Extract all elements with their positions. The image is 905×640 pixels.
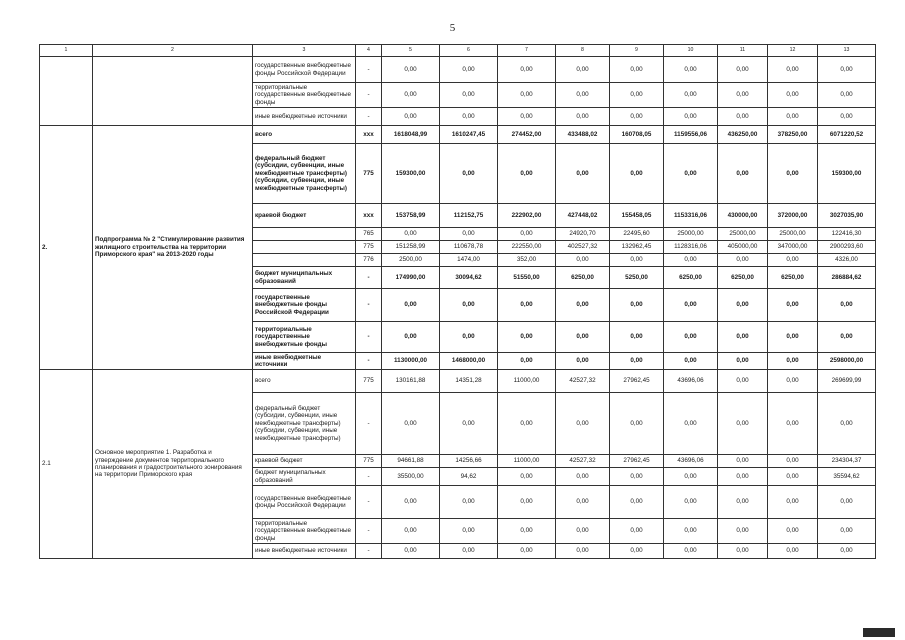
amount-cell: 1153316,06 <box>664 204 718 228</box>
amount-cell: 0,00 <box>718 289 768 322</box>
amount-cell: 4326,00 <box>818 254 876 267</box>
source-cell: государственные внебюджетные фонды Российской Федерации <box>253 57 356 83</box>
amount-cell: 14256,66 <box>440 455 498 468</box>
amount-cell: 0,00 <box>440 519 498 544</box>
amount-cell: 0,00 <box>664 144 718 204</box>
amount-cell: 0,00 <box>610 486 664 519</box>
amount-cell: 0,00 <box>664 486 718 519</box>
amount-cell: 1610247,45 <box>440 126 498 144</box>
column-number-row <box>40 45 876 57</box>
column-header: 13 <box>818 45 876 57</box>
amount-cell: 0,00 <box>382 486 440 519</box>
amount-cell: 27962,45 <box>610 370 664 393</box>
amount-cell: 159300,00 <box>382 144 440 204</box>
amount-cell: 0,00 <box>498 289 556 322</box>
amount-cell: 222902,00 <box>498 204 556 228</box>
code-cell: 775 <box>356 455 382 468</box>
amount-cell: 160708,05 <box>610 126 664 144</box>
amount-cell: 0,00 <box>556 519 610 544</box>
amount-cell: 0,00 <box>498 108 556 126</box>
source-cell <box>253 254 356 267</box>
source-cell: иные внебюджетные источники <box>253 544 356 559</box>
amount-cell: 0,00 <box>818 486 876 519</box>
amount-cell: 43696,06 <box>664 370 718 393</box>
scan-mark <box>863 628 895 637</box>
amount-cell: 0,00 <box>718 393 768 455</box>
amount-cell: 1618048,99 <box>382 126 440 144</box>
source-cell: государственные внебюджетные фонды Российской Федерации <box>253 486 356 519</box>
amount-cell: 25000,00 <box>768 228 818 241</box>
amount-cell: 0,00 <box>664 57 718 83</box>
budget-table <box>39 44 876 559</box>
amount-cell: 0,00 <box>818 108 876 126</box>
amount-cell: 352,00 <box>498 254 556 267</box>
amount-cell: 0,00 <box>382 108 440 126</box>
amount-cell: 0,00 <box>498 228 556 241</box>
amount-cell: 0,00 <box>556 108 610 126</box>
code-cell: 775 <box>356 144 382 204</box>
amount-cell: 2598000,00 <box>818 353 876 370</box>
table-row <box>40 57 876 83</box>
amount-cell: 51550,00 <box>498 267 556 289</box>
amount-cell: 1474,00 <box>440 254 498 267</box>
amount-cell: 0,00 <box>440 544 498 559</box>
amount-cell: 0,00 <box>718 519 768 544</box>
code-cell: 775 <box>356 370 382 393</box>
amount-cell: 155458,05 <box>610 204 664 228</box>
source-cell: территориальные государственные внебюджетные фонды <box>253 322 356 353</box>
amount-cell: 0,00 <box>610 57 664 83</box>
amount-cell: 0,00 <box>718 544 768 559</box>
item-name-cell: Подпрограмма № 2 "Стимулирование развития жилищного строительства на территории Приморского края" на 2013-2020 годы <box>93 126 253 370</box>
amount-cell: 0,00 <box>818 57 876 83</box>
amount-cell: 0,00 <box>718 322 768 353</box>
amount-cell: 6250,00 <box>768 267 818 289</box>
amount-cell: 11000,00 <box>498 370 556 393</box>
amount-cell: 6071220,52 <box>818 126 876 144</box>
amount-cell: 42527,32 <box>556 455 610 468</box>
code-cell: 765 <box>356 228 382 241</box>
amount-cell: 2500,00 <box>382 254 440 267</box>
source-cell: краевой бюджет <box>253 455 356 468</box>
amount-cell: 234304,37 <box>818 455 876 468</box>
amount-cell: 6250,00 <box>556 267 610 289</box>
amount-cell: 0,00 <box>768 370 818 393</box>
source-cell <box>253 228 356 241</box>
amount-cell: 0,00 <box>818 519 876 544</box>
amount-cell: 433488,02 <box>556 126 610 144</box>
amount-cell: 0,00 <box>718 353 768 370</box>
amount-cell: 130161,88 <box>382 370 440 393</box>
amount-cell: 0,00 <box>818 289 876 322</box>
amount-cell: 347000,00 <box>768 241 818 254</box>
amount-cell: 222550,00 <box>498 241 556 254</box>
amount-cell: 0,00 <box>556 144 610 204</box>
column-header: 11 <box>718 45 768 57</box>
amount-cell: 0,00 <box>718 57 768 83</box>
amount-cell: 43696,06 <box>664 455 718 468</box>
amount-cell: 25000,00 <box>718 228 768 241</box>
amount-cell: 0,00 <box>718 254 768 267</box>
amount-cell: 0,00 <box>440 393 498 455</box>
amount-cell: 0,00 <box>556 254 610 267</box>
table-row <box>40 126 876 144</box>
amount-cell: 0,00 <box>498 393 556 455</box>
code-cell: - <box>356 322 382 353</box>
code-cell: - <box>356 353 382 370</box>
amount-cell: 35594,62 <box>818 468 876 486</box>
amount-cell: 430000,00 <box>718 204 768 228</box>
source-cell: государственные внебюджетные фонды Российской Федерации <box>253 289 356 322</box>
column-header: 6 <box>440 45 498 57</box>
amount-cell: 0,00 <box>664 519 718 544</box>
amount-cell: 122416,30 <box>818 228 876 241</box>
amount-cell: 0,00 <box>556 393 610 455</box>
code-cell: 775 <box>356 241 382 254</box>
amount-cell: 0,00 <box>440 289 498 322</box>
amount-cell: 0,00 <box>664 468 718 486</box>
table-body <box>40 57 876 559</box>
source-cell: всего <box>253 126 356 144</box>
source-cell <box>253 241 356 254</box>
amount-cell: 0,00 <box>498 544 556 559</box>
amount-cell: 0,00 <box>768 108 818 126</box>
item-number-cell: 2. <box>40 126 93 370</box>
amount-cell: 0,00 <box>718 144 768 204</box>
amount-cell: 0,00 <box>610 83 664 108</box>
amount-cell: 0,00 <box>768 289 818 322</box>
amount-cell: 0,00 <box>768 468 818 486</box>
amount-cell: 0,00 <box>382 393 440 455</box>
amount-cell: 0,00 <box>664 289 718 322</box>
amount-cell: 0,00 <box>382 544 440 559</box>
code-cell: xxx <box>356 204 382 228</box>
source-cell: территориальные государственные внебюджетные фонды <box>253 519 356 544</box>
amount-cell: 0,00 <box>556 83 610 108</box>
amount-cell: 0,00 <box>498 468 556 486</box>
amount-cell: 286884,62 <box>818 267 876 289</box>
code-cell: - <box>356 267 382 289</box>
amount-cell: 0,00 <box>664 254 718 267</box>
amount-cell: 1159556,06 <box>664 126 718 144</box>
amount-cell: 5250,00 <box>610 267 664 289</box>
amount-cell: 24920,70 <box>556 228 610 241</box>
column-header: 12 <box>768 45 818 57</box>
amount-cell: 153758,99 <box>382 204 440 228</box>
amount-cell: 0,00 <box>440 322 498 353</box>
amount-cell: 35500,00 <box>382 468 440 486</box>
column-header: 10 <box>664 45 718 57</box>
amount-cell: 94661,88 <box>382 455 440 468</box>
source-cell: краевой бюджет <box>253 204 356 228</box>
amount-cell: 0,00 <box>556 353 610 370</box>
amount-cell: 0,00 <box>664 108 718 126</box>
code-cell: - <box>356 108 382 126</box>
amount-cell: 0,00 <box>498 486 556 519</box>
amount-cell: 27962,45 <box>610 455 664 468</box>
page-number: 5 <box>449 22 456 34</box>
amount-cell: 0,00 <box>610 254 664 267</box>
amount-cell: 0,00 <box>664 393 718 455</box>
amount-cell: 0,00 <box>818 393 876 455</box>
code-cell: - <box>356 486 382 519</box>
amount-cell: 30094,62 <box>440 267 498 289</box>
amount-cell: 0,00 <box>382 228 440 241</box>
amount-cell: 0,00 <box>610 519 664 544</box>
amount-cell: 1130000,00 <box>382 353 440 370</box>
amount-cell: 25000,00 <box>664 228 718 241</box>
amount-cell: 0,00 <box>610 393 664 455</box>
amount-cell: 0,00 <box>556 57 610 83</box>
amount-cell: 269699,99 <box>818 370 876 393</box>
amount-cell: 0,00 <box>556 468 610 486</box>
amount-cell: 0,00 <box>382 57 440 83</box>
amount-cell: 274452,00 <box>498 126 556 144</box>
amount-cell: 94,62 <box>440 468 498 486</box>
amount-cell: 0,00 <box>498 83 556 108</box>
amount-cell: 0,00 <box>498 353 556 370</box>
column-header: 9 <box>610 45 664 57</box>
code-cell: - <box>356 289 382 322</box>
source-cell: федеральный бюджет (субсидии, субвенции, иные межбюджетные трансферты) (субсидии, субвенции, иные межбюджетные трансферты) <box>253 393 356 455</box>
code-cell: - <box>356 519 382 544</box>
amount-cell: 0,00 <box>718 468 768 486</box>
amount-cell: 42527,32 <box>556 370 610 393</box>
column-header: 4 <box>356 45 382 57</box>
amount-cell: 402527,32 <box>556 241 610 254</box>
amount-cell: 0,00 <box>718 455 768 468</box>
amount-cell: 0,00 <box>440 57 498 83</box>
amount-cell: 0,00 <box>498 322 556 353</box>
amount-cell: 0,00 <box>768 486 818 519</box>
amount-cell: 0,00 <box>718 370 768 393</box>
amount-cell: 0,00 <box>768 544 818 559</box>
amount-cell: 0,00 <box>498 57 556 83</box>
code-cell: - <box>356 57 382 83</box>
code-cell: - <box>356 83 382 108</box>
amount-cell: 436250,00 <box>718 126 768 144</box>
amount-cell: 112152,75 <box>440 204 498 228</box>
amount-cell: 0,00 <box>768 144 818 204</box>
amount-cell: 0,00 <box>768 322 818 353</box>
amount-cell: 2900293,60 <box>818 241 876 254</box>
source-cell: федеральный бюджет (субсидии, субвенции, иные межбюджетные трансферты) (субсидии, субвенции, иные межбюджетные трансферты) <box>253 144 356 204</box>
amount-cell: 151258,99 <box>382 241 440 254</box>
amount-cell: 0,00 <box>382 322 440 353</box>
amount-cell: 174990,00 <box>382 267 440 289</box>
amount-cell: 6250,00 <box>664 267 718 289</box>
amount-cell: 0,00 <box>556 322 610 353</box>
amount-cell: 405000,00 <box>718 241 768 254</box>
amount-cell: 0,00 <box>768 83 818 108</box>
amount-cell: 0,00 <box>556 486 610 519</box>
amount-cell: 0,00 <box>556 289 610 322</box>
amount-cell: 0,00 <box>718 486 768 519</box>
amount-cell: 14351,28 <box>440 370 498 393</box>
item-name-cell: Основное мероприятие 1. Разработка и утверждение документов территориального планирования и градостроительного зонирования на территории Приморского края <box>93 370 253 559</box>
amount-cell: 0,00 <box>768 57 818 83</box>
amount-cell: 159300,00 <box>818 144 876 204</box>
amount-cell: 0,00 <box>610 144 664 204</box>
amount-cell: 0,00 <box>664 83 718 108</box>
amount-cell: 0,00 <box>610 544 664 559</box>
code-cell: - <box>356 468 382 486</box>
column-header: 3 <box>253 45 356 57</box>
amount-cell: 132962,45 <box>610 241 664 254</box>
amount-cell: 0,00 <box>768 519 818 544</box>
amount-cell: 6250,00 <box>718 267 768 289</box>
amount-cell: 0,00 <box>610 322 664 353</box>
amount-cell: 1468000,00 <box>440 353 498 370</box>
table-row <box>40 370 876 393</box>
code-cell: 776 <box>356 254 382 267</box>
item-number-cell: 2.1 <box>40 370 93 559</box>
amount-cell: 0,00 <box>440 144 498 204</box>
amount-cell: 0,00 <box>768 455 818 468</box>
source-cell: иные внебюджетные источники <box>253 353 356 370</box>
amount-cell: 0,00 <box>818 544 876 559</box>
amount-cell: 0,00 <box>440 486 498 519</box>
source-cell: территориальные государственные внебюджетные фонды <box>253 83 356 108</box>
amount-cell: 0,00 <box>382 519 440 544</box>
source-cell: иные внебюджетные источники <box>253 108 356 126</box>
amount-cell: 110678,78 <box>440 241 498 254</box>
item-number-cell <box>40 57 93 126</box>
column-header: 1 <box>40 45 93 57</box>
amount-cell: 0,00 <box>768 393 818 455</box>
amount-cell: 427448,02 <box>556 204 610 228</box>
amount-cell: 0,00 <box>664 322 718 353</box>
column-header: 2 <box>93 45 253 57</box>
code-cell: xxx <box>356 126 382 144</box>
amount-cell: 0,00 <box>382 289 440 322</box>
amount-cell: 0,00 <box>440 83 498 108</box>
amount-cell: 0,00 <box>610 468 664 486</box>
amount-cell: 0,00 <box>718 108 768 126</box>
amount-cell: 0,00 <box>610 108 664 126</box>
amount-cell: 0,00 <box>664 544 718 559</box>
column-header: 8 <box>556 45 610 57</box>
column-header: 5 <box>382 45 440 57</box>
amount-cell: 0,00 <box>818 83 876 108</box>
column-header: 7 <box>498 45 556 57</box>
amount-cell: 0,00 <box>664 353 718 370</box>
amount-cell: 0,00 <box>556 544 610 559</box>
amount-cell: 3027035,90 <box>818 204 876 228</box>
amount-cell: 0,00 <box>440 108 498 126</box>
item-name-cell <box>93 57 253 126</box>
amount-cell: 0,00 <box>718 83 768 108</box>
source-cell: бюджет муниципальных образований <box>253 267 356 289</box>
amount-cell: 0,00 <box>498 144 556 204</box>
amount-cell: 0,00 <box>768 254 818 267</box>
amount-cell: 22495,60 <box>610 228 664 241</box>
amount-cell: 1128316,06 <box>664 241 718 254</box>
amount-cell: 0,00 <box>382 83 440 108</box>
amount-cell: 0,00 <box>768 353 818 370</box>
amount-cell: 0,00 <box>818 322 876 353</box>
source-cell: бюджет муниципальных образований <box>253 468 356 486</box>
amount-cell: 0,00 <box>610 353 664 370</box>
amount-cell: 11000,00 <box>498 455 556 468</box>
amount-cell: 0,00 <box>440 228 498 241</box>
code-cell: - <box>356 544 382 559</box>
amount-cell: 0,00 <box>498 519 556 544</box>
amount-cell: 0,00 <box>610 289 664 322</box>
source-cell: всего <box>253 370 356 393</box>
amount-cell: 372000,00 <box>768 204 818 228</box>
code-cell: - <box>356 393 382 455</box>
amount-cell: 378250,00 <box>768 126 818 144</box>
